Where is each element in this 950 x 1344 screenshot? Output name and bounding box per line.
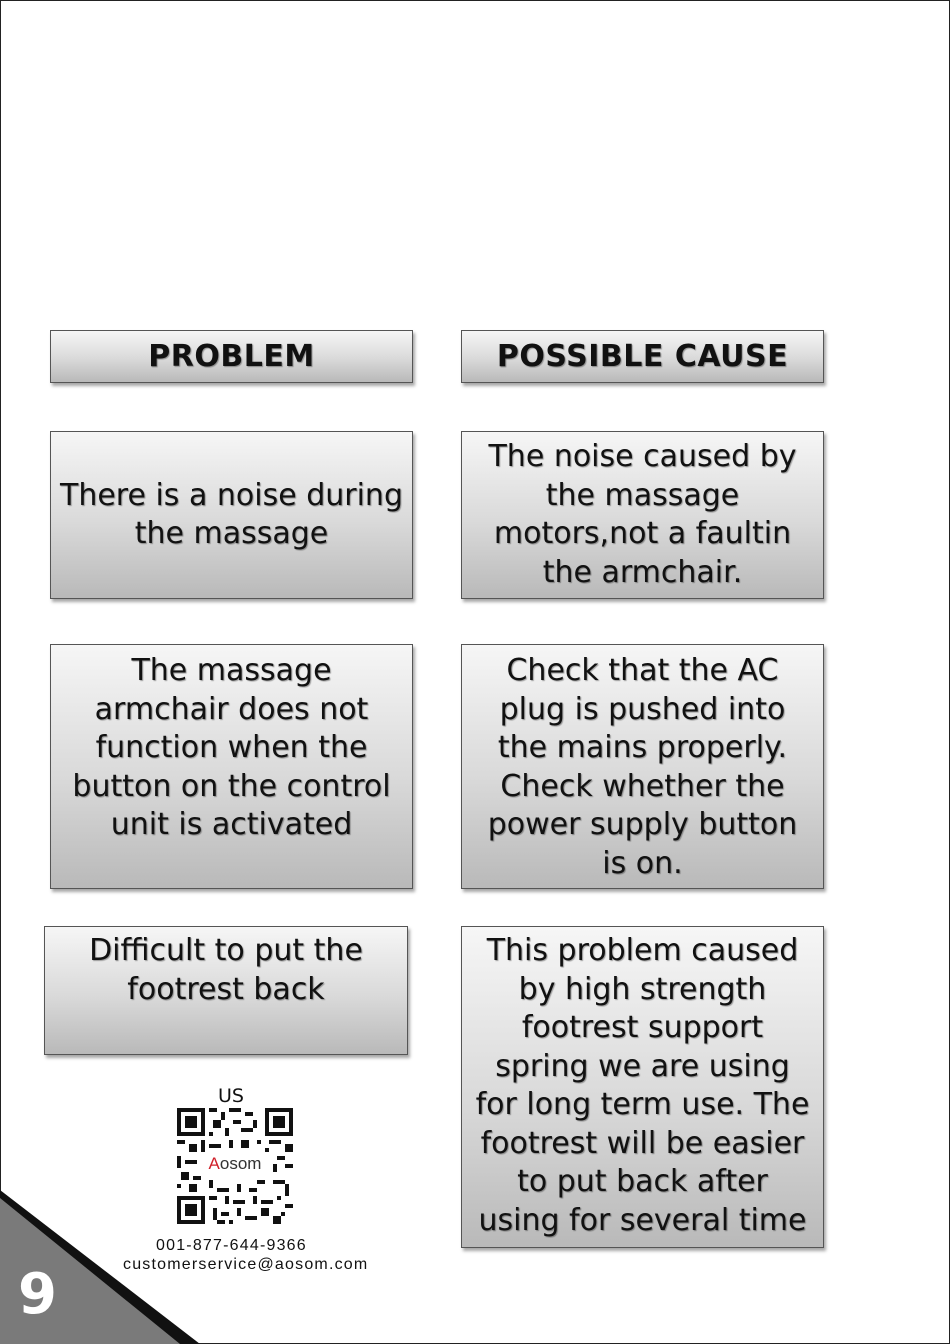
problem-header-label: PROBLEM bbox=[148, 339, 315, 374]
possible-cause-header-label: POSSIBLE CAUSE bbox=[496, 339, 789, 374]
phone-number: 001-877-644-9366 bbox=[156, 1237, 307, 1254]
problem-text: There is a noise during the massage bbox=[60, 477, 403, 551]
problem-text: The massage armchair does not function when the button on the control unit is activated bbox=[72, 653, 391, 842]
cause-cell-not-function bbox=[461, 644, 824, 889]
problem-cell-not-function bbox=[50, 644, 413, 889]
aosom-logo-initial: A bbox=[208, 1154, 220, 1173]
region-label: US bbox=[218, 1085, 244, 1107]
aosom-logo-rest: osom bbox=[219, 1154, 262, 1173]
cause-cell-footrest bbox=[461, 926, 824, 1248]
cause-text: This problem caused by high strength footrest support spring we are using for long term use. The footrest will be easier to put back after using for several time bbox=[475, 933, 810, 1238]
aosom-logo-mark bbox=[203, 1158, 212, 1172]
email-address: customerservice@aosom.com bbox=[123, 1256, 369, 1273]
problem-cell-footrest bbox=[44, 926, 408, 1055]
problem-text: Difficult to put the footrest back bbox=[89, 933, 363, 1007]
cause-text: Check that the AC plug is pushed into the mains properly. Check whether the power supply button is on. bbox=[487, 653, 798, 881]
possible-cause-header bbox=[461, 330, 824, 383]
problem-header bbox=[50, 330, 413, 383]
page-number: 9 bbox=[18, 1262, 57, 1327]
cause-text: The noise caused by the massage motors,not a faultin the armchair. bbox=[488, 439, 797, 590]
problem-cell-noise bbox=[50, 431, 413, 599]
cause-cell-noise bbox=[461, 431, 824, 599]
